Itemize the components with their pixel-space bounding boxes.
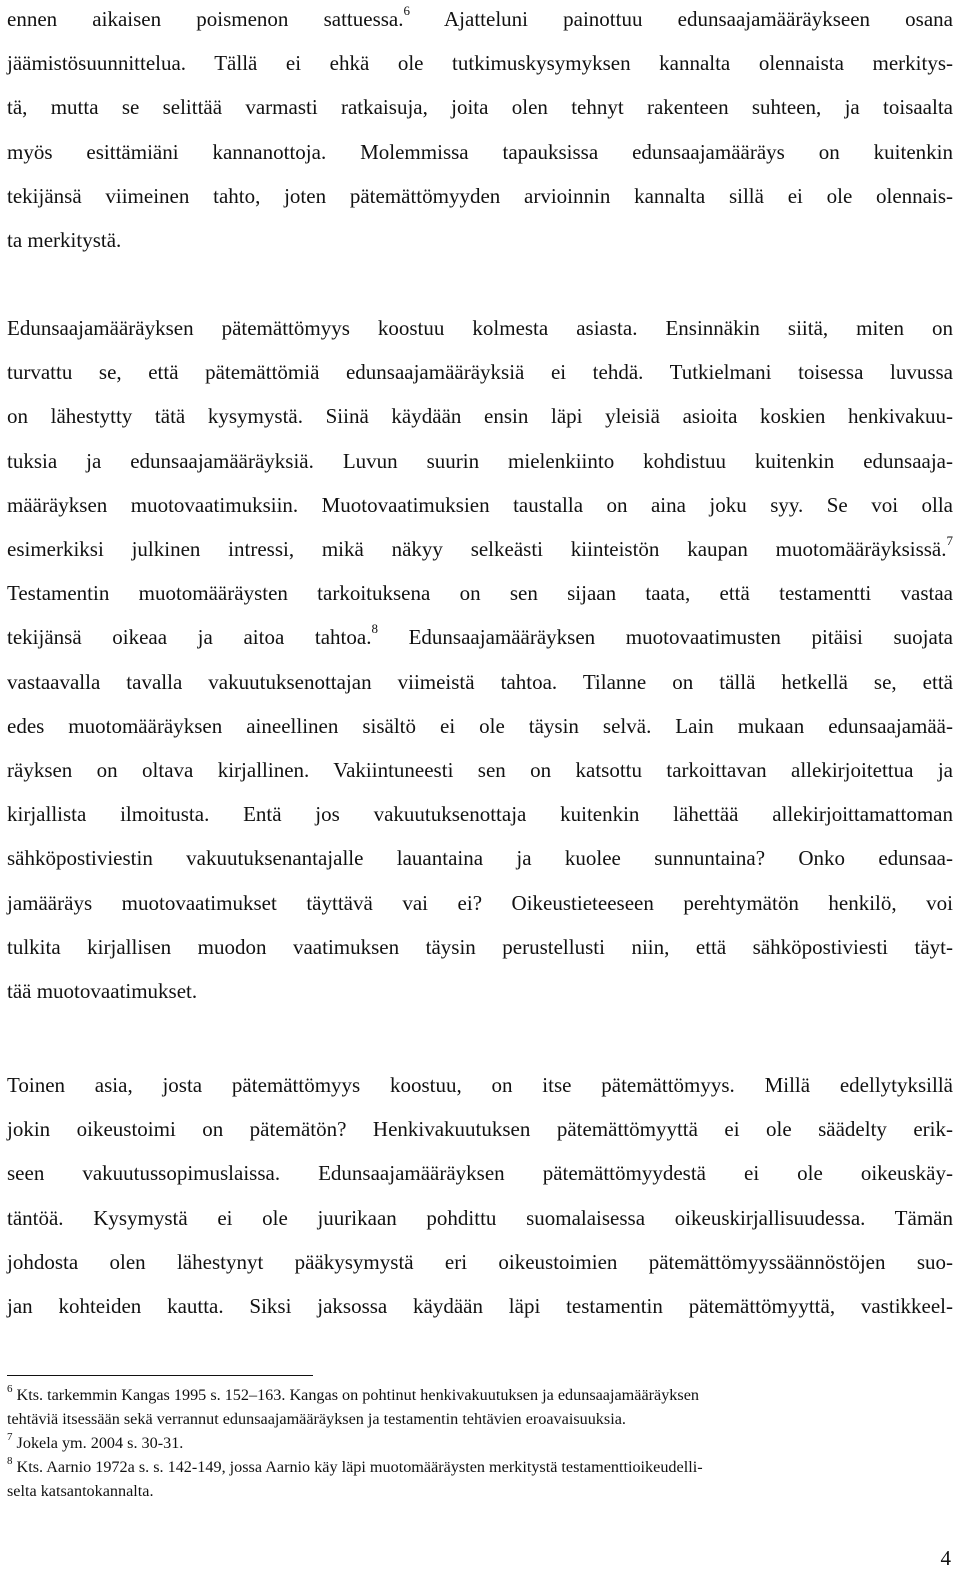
text-line: vastaavalla tavalla vakuutuksenottajan viimeistä tahtoa. Tilanne on tällä hetkellä se, että xyxy=(7,669,953,694)
footnote-6 xyxy=(7,1383,937,1407)
page-number: 4 xyxy=(940,1546,951,1570)
text-line xyxy=(7,615,953,659)
footnote-number: 8 xyxy=(7,1454,13,1467)
text-line: jäämistösuunnittelua. Tällä ei ehkä ole tutkimuskysymyksen kannalta olennaista merkitys- xyxy=(7,51,953,76)
text-line: määräyksen muotovaatimuksiin. Muotovaatimuksien taustalla on aina joku syy. Se voi olla xyxy=(7,492,953,517)
footnote-7 xyxy=(7,1431,937,1455)
text-line: ta merkitystä. xyxy=(7,228,122,253)
paragraph-1 xyxy=(7,0,953,262)
text-line: tuksia ja edunsaajamääräyksiä. Luvun suurin mielenkiinto kohdistuu kuitenkin edunsaaja- xyxy=(7,448,953,473)
text-line: räyksen on oltava kirjallinen. Vakiintuneesti sen on katsottu tarkoittavan allekirjoitettua ja xyxy=(7,758,953,783)
footnote-ref-7[interactable]: 7 xyxy=(946,533,953,549)
text-span: ennen aikaisen poismenon sattuessa. xyxy=(7,7,404,31)
paragraph-2 xyxy=(7,306,953,1013)
text-line: Edunsaajamääräyksen pätemättömyys koostuu kolmesta asiasta. Ensinnäkin siitä, miten on xyxy=(7,316,953,340)
text-line: jokin oikeustoimi on pätemätön? Henkivakuutuksen pätemättömyyttä ei ole säädelty erik- xyxy=(7,1117,953,1142)
text-span: Edunsaajamääräyksen muotovaatimusten pitäisi suojata xyxy=(377,625,953,650)
footnote-ref-8[interactable]: 8 xyxy=(371,621,378,637)
footnote-number: 6 xyxy=(7,1382,13,1395)
text-line xyxy=(7,0,953,41)
text-line: turvattu se, että pätemättömiä edunsaajamääräyksiä ei tehdä. Tutkielmani toisessa luvussa xyxy=(7,360,953,385)
text-span: Ajatteluni painottuu edunsaajamääräykseen osana xyxy=(410,7,953,31)
footnote-separator xyxy=(7,1375,313,1376)
footnote-ref-6[interactable]: 6 xyxy=(403,3,410,18)
footnote-text: Jokela ym. 2004 s. 30-31. xyxy=(16,1434,184,1453)
text-line: seen vakuutussopimuslaissa. Edunsaajamääräyksen pätemättömyydestä ei ole oikeuskäy- xyxy=(7,1161,953,1186)
text-line: myös esittämiäni kannanottoja. Molemmissa tapauksissa edunsaajamääräys on kuitenkin xyxy=(7,139,953,164)
text-line: täntöä. Kysymystä ei ole juurikaan pohdittu suomalaisessa oikeuskirjallisuudessa. Tämän xyxy=(7,1205,953,1230)
footnote-text: Kts. Aarnio 1972a s. s. 142-149, jossa Aarnio käy läpi muotomääräysten merkitystä testamenttioikeudelli- xyxy=(16,1458,703,1477)
text-line: johdosta olen lähestynyt pääkysymystä eri oikeustoimien pätemättömyyssäännöstöjen suo- xyxy=(7,1249,953,1274)
text-line: on lähestytty tätä kysymystä. Siinä käydään ensin läpi yleisiä asioita koskien henkivakuu- xyxy=(7,404,953,429)
text-line: tekijänsä viimeinen tahto, joten pätemättömyyden arvioinnin kannalta sillä ei ole olennais- xyxy=(7,183,953,208)
text-line: Testamentin muotomääräysten tarkoituksena on sen sijaan taata, että testamentti vastaa xyxy=(7,581,953,606)
text-span: esimerkiksi julkinen intressi, mikä näkyy selkeästi kiinteistön kaupan muotomääräyksissä. xyxy=(7,537,947,562)
text-line: jamääräys muotovaatimukset täyttävä vai ei? Oikeustieteeseen perehtymätön henkilö, voi xyxy=(7,890,953,915)
text-line: tulkita kirjallisen muodon vaatimuksen täysin perustellusti niin, että sähköpostiviesti täyt- xyxy=(7,934,953,959)
paragraph-3 xyxy=(7,1063,953,1328)
text-line: Toinen asia, josta pätemättömyys koostuu, on itse pätemättömyys. Millä edellytyksillä xyxy=(7,1073,953,1097)
text-line: kirjallista ilmoitusta. Entä jos vakuutuksenottaja kuitenkin lähettää allekirjoittamattoman xyxy=(7,802,953,827)
text-line: sähköpostiviestin vakuutuksenantajalle lauantaina ja kuolee sunnuntaina? Onko edunsaa- xyxy=(7,846,953,871)
text-line xyxy=(7,527,953,571)
text-span: tekijänsä oikeaa ja aitoa tahtoa. xyxy=(7,625,372,650)
footnote-text: Kts. tarkemmin Kangas 1995 s. 152–163. Kangas on pohtinut henkivakuutuksen ja edunsaajamääräyksen xyxy=(16,1386,699,1404)
footnote-8 xyxy=(7,1455,937,1479)
text-line: tä, mutta se selittää varmasti ratkaisuja, joita olen tehnyt rakenteen suhteen, ja toisaalta xyxy=(7,95,953,120)
footnote-number: 7 xyxy=(7,1430,13,1443)
text-line: tää muotovaatimukset. xyxy=(7,979,198,1004)
footnote-8-continued: selta katsantokannalta. xyxy=(7,1482,154,1501)
footnote-6-continued: tehtäviä itsessään sekä verrannut edunsaajamääräyksen ja testamentin tehtävien eroavaisuuksia. xyxy=(7,1410,626,1429)
text-line: edes muotomääräyksen aineellinen sisältö ei ole täysin selvä. Lain mukaan edunsaajamää- xyxy=(7,713,953,738)
text-line: jan kohteiden kautta. Siksi jaksossa käydään läpi testamentin pätemättömyyttä, vastikkeel- xyxy=(7,1294,953,1319)
footnotes xyxy=(7,1383,937,1503)
